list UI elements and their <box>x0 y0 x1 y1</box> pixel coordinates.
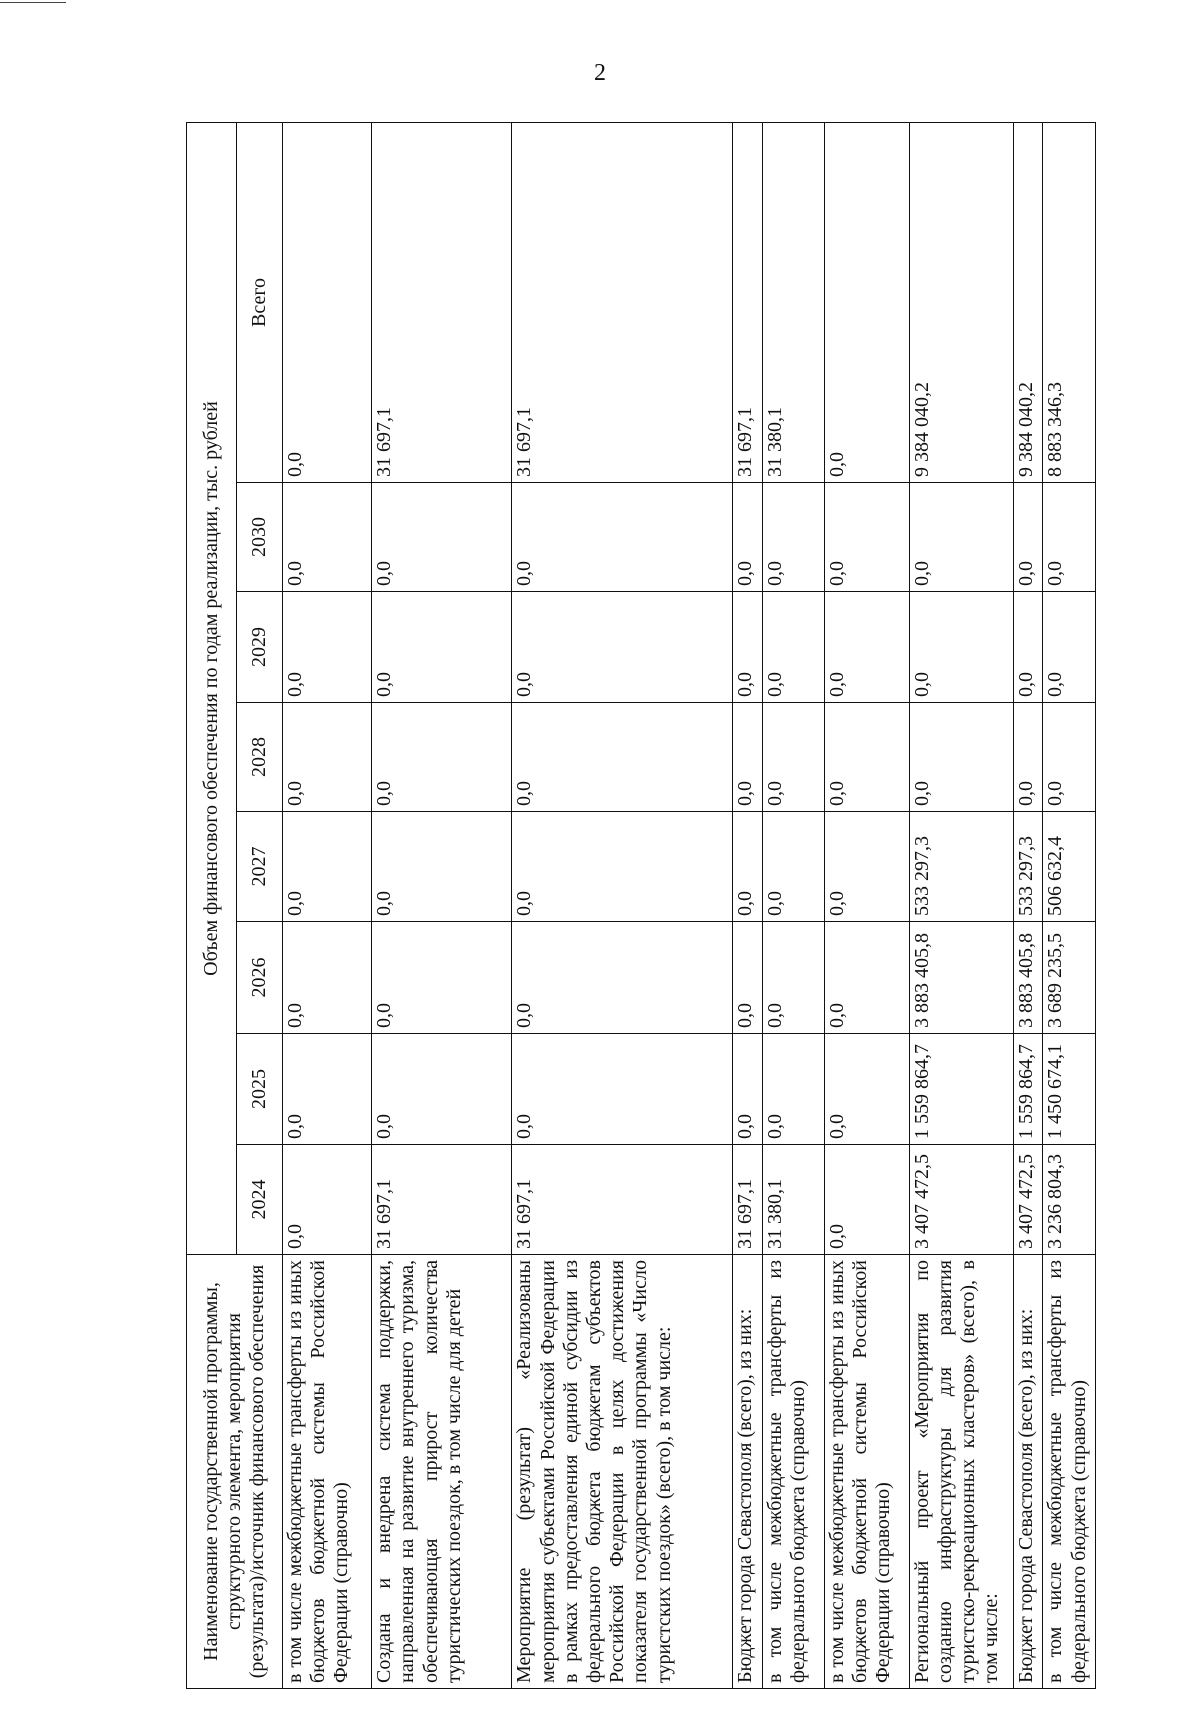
row-value-cell: 0,0 <box>372 703 512 812</box>
row-value-cell: 0,0 <box>372 592 512 703</box>
row-value-cell: 0,0 <box>763 922 825 1034</box>
row-name-cell: Бюджет города Севастополя (всего), из них: <box>1013 1255 1043 1689</box>
table-row <box>763 122 825 1688</box>
row-value-cell: 0,0 <box>512 483 733 592</box>
row-value-cell: 0,0 <box>763 703 825 812</box>
row-value-cell: 0,0 <box>512 703 733 812</box>
row-value-cell: 0,0 <box>512 922 733 1034</box>
row-name-cell: в том числе межбюджетные трансферты из иных бюджетов бюджетной системы Российской Федерации (справочно) <box>824 1255 909 1689</box>
row-value-cell: 31 697,1 <box>372 122 512 482</box>
row-value-cell: 0,0 <box>372 483 512 592</box>
table-body <box>283 122 1096 1688</box>
row-value-cell: 0,0 <box>512 1034 733 1145</box>
row-value-cell: 0,0 <box>1043 703 1096 812</box>
header-year-2027: 2027 <box>237 812 283 922</box>
row-value-cell: 0,0 <box>824 922 909 1034</box>
row-value-cell: 533 297,3 <box>1013 812 1043 922</box>
row-value-cell: 3 883 405,8 <box>909 922 1013 1034</box>
table-row <box>1013 122 1043 1688</box>
row-value-cell: 0,0 <box>283 922 372 1034</box>
row-value-cell: 0,0 <box>824 122 909 482</box>
table-row <box>372 122 512 1688</box>
table-row <box>824 122 909 1688</box>
row-name-cell: в том числе межбюджетные трансферты из иных бюджетов бюджетной системы Российской Федерации (справочно) <box>283 1255 372 1689</box>
header-volume: Объем финансового обеспечения по годам реализации, тыс. рублей <box>187 122 237 1254</box>
row-value-cell: 0,0 <box>1013 703 1043 812</box>
row-value-cell: 0,0 <box>733 1034 763 1145</box>
row-value-cell: 0,0 <box>763 592 825 703</box>
row-value-cell: 0,0 <box>283 122 372 482</box>
table-row <box>909 122 1013 1688</box>
row-name-cell: Региональный проект «Мероприятия по созданию инфраструктуры для развития туристско-рекреационных кластеров» (всего), в том числе: <box>909 1255 1013 1689</box>
row-value-cell: 0,0 <box>824 703 909 812</box>
row-value-cell: 1 450 674,1 <box>1043 1034 1096 1145</box>
row-value-cell: 0,0 <box>372 1034 512 1145</box>
row-value-cell: 533 297,3 <box>909 812 1013 922</box>
row-value-cell: 0,0 <box>733 483 763 592</box>
row-value-cell: 0,0 <box>763 483 825 592</box>
header-year-2026: 2026 <box>237 922 283 1034</box>
row-value-cell: 0,0 <box>283 483 372 592</box>
row-value-cell: 0,0 <box>733 703 763 812</box>
row-value-cell: 0,0 <box>283 703 372 812</box>
row-value-cell: 0,0 <box>824 1034 909 1145</box>
row-value-cell: 0,0 <box>372 812 512 922</box>
top-edge-line <box>0 2 66 3</box>
page-number: 2 <box>594 60 606 86</box>
row-value-cell: 31 697,1 <box>512 122 733 482</box>
row-value-cell: 3 407 472,5 <box>909 1145 1013 1255</box>
row-name-cell: Бюджет города Севастополя (всего), из них: <box>733 1255 763 1689</box>
row-value-cell: 0,0 <box>372 922 512 1034</box>
table-header <box>187 122 283 1688</box>
table-row <box>1043 122 1096 1688</box>
row-value-cell: 0,0 <box>824 1145 909 1255</box>
row-value-cell: 1 559 864,7 <box>909 1034 1013 1145</box>
rotated-table-container <box>186 123 1096 1689</box>
row-value-cell: 3 689 235,5 <box>1043 922 1096 1034</box>
header-year-total: Всего <box>237 122 283 482</box>
header-year-2024: 2024 <box>237 1145 283 1255</box>
row-value-cell: 0,0 <box>909 483 1013 592</box>
header-year-2025: 2025 <box>237 1034 283 1145</box>
row-value-cell: 0,0 <box>909 592 1013 703</box>
table-row <box>512 122 733 1688</box>
row-value-cell: 0,0 <box>909 703 1013 812</box>
row-value-cell: 31 697,1 <box>512 1145 733 1255</box>
row-value-cell: 31 380,1 <box>763 122 825 482</box>
row-value-cell: 0,0 <box>1043 592 1096 703</box>
header-year-2030: 2030 <box>237 483 283 592</box>
row-value-cell: 0,0 <box>733 812 763 922</box>
row-value-cell: 0,0 <box>283 812 372 922</box>
row-value-cell: 0,0 <box>512 812 733 922</box>
row-value-cell: 0,0 <box>1013 592 1043 703</box>
row-value-cell: 3 236 804,3 <box>1043 1145 1096 1255</box>
row-value-cell: 1 559 864,7 <box>1013 1034 1043 1145</box>
row-value-cell: 8 883 346,3 <box>1043 122 1096 482</box>
row-value-cell: 31 380,1 <box>763 1145 825 1255</box>
row-value-cell: 3 883 405,8 <box>1013 922 1043 1034</box>
row-value-cell: 0,0 <box>733 922 763 1034</box>
row-value-cell: 0,0 <box>824 812 909 922</box>
row-value-cell: 9 384 040,2 <box>1013 122 1043 482</box>
row-value-cell: 31 697,1 <box>372 1145 512 1255</box>
row-name-cell: Мероприятие (результат) «Реализованы мероприятия субъектами Российской Федерации в рамках предоставления единой субсидии из федерального бюджета бюджетам субъектов Российской Федерации в целях достижения показателя государственной программы «Число туристских поездок» (всего), в том числе: <box>512 1255 733 1689</box>
row-value-cell: 31 697,1 <box>733 122 763 482</box>
row-value-cell: 0,0 <box>283 1034 372 1145</box>
row-value-cell: 506 632,4 <box>1043 812 1096 922</box>
row-value-cell: 31 697,1 <box>733 1145 763 1255</box>
header-year-2028: 2028 <box>237 703 283 812</box>
row-value-cell: 0,0 <box>824 483 909 592</box>
header-name-column: Наименование государственной программы, структурного элемента, мероприятия (результата)/источник финансового обеспечения <box>187 1255 283 1689</box>
row-value-cell: 0,0 <box>512 592 733 703</box>
row-value-cell: 0,0 <box>763 812 825 922</box>
row-value-cell: 0,0 <box>1043 483 1096 592</box>
row-value-cell: 0,0 <box>283 1145 372 1255</box>
table-row <box>283 122 372 1688</box>
row-value-cell: 0,0 <box>1013 483 1043 592</box>
row-value-cell: 0,0 <box>824 592 909 703</box>
row-value-cell: 9 384 040,2 <box>909 122 1013 482</box>
row-value-cell: 0,0 <box>763 1034 825 1145</box>
row-value-cell: 0,0 <box>283 592 372 703</box>
header-year-2029: 2029 <box>237 592 283 703</box>
row-name-cell: в том числе межбюджетные трансферты из федерального бюджета (справочно) <box>1043 1255 1096 1689</box>
row-name-cell: Создана и внедрена система поддержки, направленная на развитие внутреннего туризма, обеспечивающая прирост количества туристических поездок, в том числе для детей <box>372 1255 512 1689</box>
row-value-cell: 3 407 472,5 <box>1013 1145 1043 1255</box>
row-name-cell: в том числе межбюджетные трансферты из федерального бюджета (справочно) <box>763 1255 825 1689</box>
table-row <box>733 122 763 1688</box>
row-value-cell: 0,0 <box>733 592 763 703</box>
financing-table <box>186 122 1096 1689</box>
